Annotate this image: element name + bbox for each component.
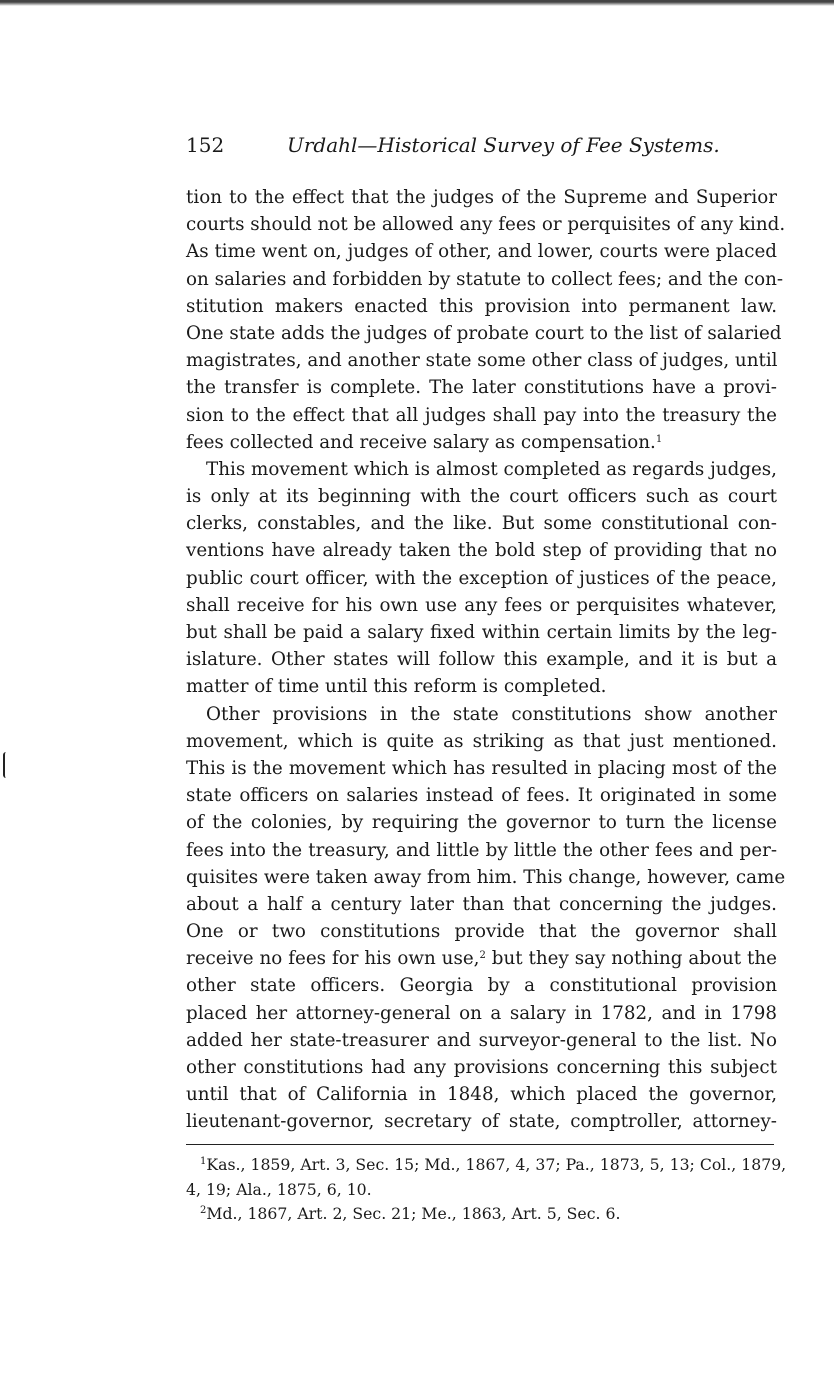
text-line: One state adds the judges of probate court to the list of salaried — [186, 322, 782, 344]
text-line: quisites were taken away from him. This change, however, came — [186, 866, 786, 888]
text-line: fees into the treasury, and little by little the other fees and per- — [186, 839, 777, 861]
text-line: This is the movement which has resulted in placing most of the — [186, 757, 777, 779]
text-line — [186, 945, 777, 972]
text-line: tion to the effect that the judges of the Supreme and Superior — [186, 187, 777, 208]
text-line: As time went on, judges of other, and lower, courts were placed — [186, 241, 777, 263]
text-line: islature. Other states will follow this example, and it is but a — [186, 649, 777, 671]
text-line: other state officers. Georgia by a constitutional provision — [186, 975, 777, 997]
text-line: placed her attorney-general on a salary in 1782, and in 1798 — [186, 1002, 777, 1024]
text-line: clerks, constables, and the like. But some constitutional con- — [186, 513, 777, 535]
page-number: 152 — [186, 133, 225, 157]
text-line: state officers on salaries instead of fees. It originated in some — [186, 785, 777, 807]
text-line: of the colonies, by requiring the governor to turn the license — [186, 812, 777, 834]
footnote-line — [186, 1153, 787, 1178]
text-fragment: fees collected and receive salary as compensation. — [186, 431, 656, 453]
text-line — [186, 429, 777, 456]
text-line: magistrates, and another state some other class of judges, until — [186, 350, 778, 372]
scan-margin-mark — [3, 752, 8, 778]
text-line: shall receive for his own use any fees or perquisites whatever, — [186, 594, 777, 616]
text-line: the transfer is complete. The later constitutions have a provi- — [186, 377, 777, 399]
footnote-divider — [186, 1144, 774, 1145]
footnote-line — [186, 1202, 777, 1227]
text-line: until that of California in 1848, which placed the governor, — [186, 1084, 777, 1106]
footnote-marker: 1 — [200, 1156, 207, 1167]
footnotes — [186, 1153, 787, 1227]
text-line: courts should not be allowed any fees or perquisites of any kind. — [186, 214, 786, 236]
footnote-ref: 2 — [479, 950, 486, 962]
text-line: public court officer, with the exception of justices of the peace, — [186, 567, 777, 589]
text-line: This movement which is almost completed as regards judges, — [206, 458, 777, 480]
text-line: about a half a century later than that concerning the judges. — [186, 893, 777, 915]
footnote-marker: 2 — [200, 1205, 207, 1216]
text-fragment: receive no fees for his own use, — [186, 948, 480, 970]
scan-top-edge — [0, 0, 834, 6]
footnote-text: Md., 1867, Art. 2, Sec. 21; Me., 1863, Art. 5, Sec. 6. — [206, 1204, 621, 1223]
text-line: stitution makers enacted this provision into permanent law. — [186, 295, 777, 317]
footnote-text: Kas., 1859, Art. 3, Sec. 15; Md., 1867, 4, 37; Pa., 1873, 5, 13; Col., 1879, — [206, 1155, 787, 1174]
text-line: matter of time until this reform is completed. — [186, 676, 607, 698]
text-line: lieutenant-governor, secretary of state, comptroller, attorney- — [186, 1111, 777, 1133]
footnote-ref: 1 — [655, 433, 663, 445]
text-line: other constitutions had any provisions concerning this subject — [186, 1057, 777, 1078]
text-line: sion to the effect that all judges shall pay into the treasury the — [186, 404, 777, 426]
text-fragment: but they say nothing about the — [485, 948, 777, 970]
text-line: but shall be paid a salary fixed within certain limits by the leg- — [186, 622, 777, 643]
text-line: Other provisions in the state constitutions show another — [206, 703, 777, 725]
text-line: on salaries and forbidden by statute to collect fees; and the con- — [186, 268, 784, 290]
text-line: added her state-treasurer and surveyor-general to the list. No — [186, 1029, 777, 1051]
text-line: is only at its beginning with the court officers such as court — [186, 486, 777, 508]
running-title: Urdahl—Historical Survey of Fee Systems. — [287, 133, 720, 157]
text-line: movement, which is quite as striking as that just mentioned. — [186, 730, 777, 752]
text-line: ventions have already taken the bold step of providing that no — [186, 540, 777, 562]
text-line: One or two constitutions provide that the governor shall — [186, 921, 777, 943]
page-header — [186, 133, 720, 163]
body-text — [186, 184, 786, 1136]
footnote-line: 4, 19; Ala., 1875, 6, 10. — [186, 1179, 372, 1199]
